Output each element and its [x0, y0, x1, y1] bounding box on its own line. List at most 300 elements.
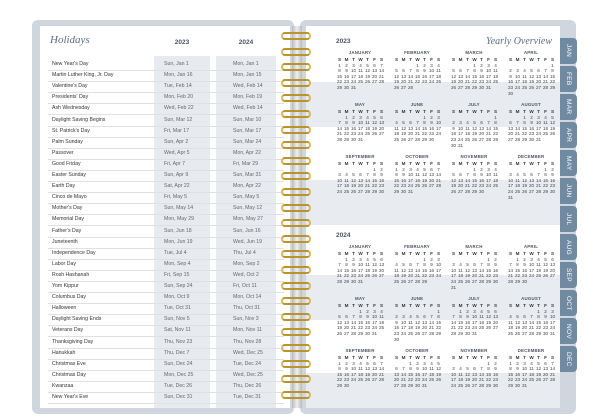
day-cell[interactable]: 23 [428, 131, 435, 137]
day-cell[interactable]: 4 [509, 314, 512, 320]
day-cell[interactable]: 8 [423, 262, 426, 268]
day-cell[interactable]: 27 [407, 278, 414, 284]
day-cell[interactable]: 2 [423, 62, 426, 68]
day-cell[interactable]: 25 [343, 188, 350, 194]
day-cell[interactable]: 26 [450, 84, 457, 90]
day-cell[interactable]: 17 [535, 125, 542, 131]
day-cell[interactable]: 21 [414, 273, 421, 279]
day-cell[interactable]: 25 [528, 377, 535, 383]
day-cell[interactable]: 15 [535, 319, 542, 325]
day-cell[interactable]: 20 [471, 273, 478, 279]
day-cell[interactable]: 6 [473, 262, 476, 268]
day-cell[interactable]: 14 [364, 177, 371, 183]
day-cell[interactable]: 23 [507, 84, 514, 90]
day-cell[interactable]: 6 [380, 256, 383, 262]
day-cell[interactable]: 15 [471, 73, 478, 79]
day-cell[interactable]: 6 [373, 62, 376, 68]
day-cell[interactable]: 26 [364, 79, 371, 85]
day-cell[interactable]: 27 [371, 79, 378, 85]
day-cell[interactable]: 21 [528, 325, 535, 331]
day-cell[interactable]: 1 [345, 114, 348, 120]
day-cell[interactable]: 3 [402, 314, 405, 320]
day-cell[interactable]: 18 [464, 131, 471, 137]
day-cell[interactable]: 3 [338, 172, 341, 178]
day-cell[interactable]: 24 [350, 79, 357, 85]
day-cell[interactable]: 3 [452, 366, 455, 372]
day-cell[interactable]: 6 [544, 360, 547, 366]
day-cell[interactable]: 15 [336, 371, 343, 377]
day-cell[interactable]: 19 [521, 183, 528, 189]
day-cell[interactable]: 16 [428, 267, 435, 273]
day-cell[interactable]: 10 [350, 68, 357, 74]
day-cell[interactable]: 15 [507, 371, 514, 377]
day-cell[interactable]: 26 [450, 188, 457, 194]
day-cell[interactable]: 31 [371, 330, 378, 336]
day-cell[interactable]: 4 [366, 256, 369, 262]
day-cell[interactable]: 25 [492, 183, 499, 189]
day-cell[interactable]: 14 [350, 319, 357, 325]
day-cell[interactable]: 23 [400, 183, 407, 189]
day-cell[interactable]: 22 [471, 183, 478, 189]
month-tab[interactable] [560, 290, 577, 316]
day-cell[interactable]: 16 [350, 267, 357, 273]
day-cell[interactable]: 11 [344, 177, 349, 183]
day-cell[interactable]: 10 [450, 267, 457, 273]
day-cell[interactable]: 7 [452, 314, 455, 320]
day-cell[interactable]: 14 [450, 319, 457, 325]
day-cell[interactable]: 11 [479, 314, 484, 320]
day-cell[interactable]: 10 [549, 314, 556, 320]
day-cell[interactable]: 30 [507, 90, 514, 96]
day-cell[interactable]: 15 [521, 125, 528, 131]
day-cell[interactable]: 5 [416, 314, 419, 320]
day-cell[interactable]: 29 [371, 188, 378, 194]
day-cell[interactable]: 19 [535, 371, 542, 377]
day-cell[interactable]: 11 [394, 267, 399, 273]
day-cell[interactable]: 8 [509, 366, 512, 372]
day-cell[interactable]: 20 [407, 273, 414, 279]
day-cell[interactable]: 16 [464, 319, 471, 325]
day-cell[interactable]: 25 [514, 188, 521, 194]
day-cell[interactable]: 8 [395, 172, 398, 178]
day-cell[interactable]: 30 [450, 142, 457, 148]
month-tab[interactable] [560, 66, 577, 92]
day-cell[interactable]: 18 [478, 319, 485, 325]
day-cell[interactable]: 14 [378, 366, 385, 372]
day-cell[interactable]: 6 [373, 360, 376, 366]
day-cell[interactable]: 11 [493, 172, 498, 178]
day-cell[interactable]: 14 [400, 371, 407, 377]
day-cell[interactable]: 9 [423, 68, 426, 74]
day-cell[interactable]: 10 [485, 68, 492, 74]
day-cell[interactable]: 28 [549, 377, 556, 383]
day-cell[interactable]: 20 [357, 183, 364, 189]
day-cell[interactable]: 12 [464, 267, 471, 273]
day-cell[interactable]: 11 [493, 68, 498, 74]
day-cell[interactable]: 31 [535, 136, 542, 142]
day-cell[interactable]: 4 [494, 62, 497, 68]
day-cell[interactable]: 28 [478, 278, 485, 284]
day-cell[interactable]: 21 [400, 377, 407, 383]
day-cell[interactable]: 13 [507, 125, 514, 131]
day-cell[interactable]: 17 [407, 177, 414, 183]
day-cell[interactable]: 20 [343, 325, 350, 331]
day-cell[interactable]: 10 [521, 366, 528, 372]
day-cell[interactable]: 18 [514, 183, 521, 189]
day-cell[interactable]: 6 [459, 68, 462, 74]
day-cell[interactable]: 5 [437, 360, 440, 366]
day-cell[interactable]: 28 [414, 136, 421, 142]
day-cell[interactable]: 22 [371, 183, 378, 189]
day-cell[interactable]: 2 [345, 62, 348, 68]
day-cell[interactable]: 10 [350, 366, 357, 372]
day-cell[interactable]: 14 [528, 319, 535, 325]
day-cell[interactable]: 12 [549, 120, 556, 126]
day-cell[interactable]: 24 [400, 330, 407, 336]
day-cell[interactable]: 12 [421, 172, 428, 178]
day-cell[interactable]: 3 [437, 256, 440, 262]
day-cell[interactable]: 22 [393, 183, 400, 189]
day-cell[interactable]: 31 [485, 84, 492, 90]
day-cell[interactable]: 15 [343, 267, 350, 273]
day-cell[interactable]: 22 [485, 377, 492, 383]
day-cell[interactable]: 10 [535, 120, 542, 126]
day-cell[interactable]: 11 [458, 371, 463, 377]
day-cell[interactable]: 8 [487, 366, 490, 372]
day-cell[interactable]: 3 [352, 360, 355, 366]
day-cell[interactable]: 11 [394, 125, 399, 131]
day-cell[interactable]: 19 [414, 325, 421, 331]
day-cell[interactable]: 3 [423, 360, 426, 366]
day-cell[interactable]: 22 [549, 79, 556, 85]
day-cell[interactable]: 26 [528, 84, 535, 90]
day-cell[interactable]: 5 [466, 262, 469, 268]
day-cell[interactable]: 1 [487, 360, 490, 366]
day-cell[interactable]: 22 [471, 79, 478, 85]
day-cell[interactable]: 7 [402, 366, 405, 372]
day-cell[interactable]: 29 [336, 382, 343, 388]
day-cell[interactable]: 31 [407, 188, 414, 194]
day-cell[interactable]: 21 [350, 325, 357, 331]
day-cell[interactable]: 1 [416, 62, 419, 68]
day-cell[interactable]: 4 [530, 360, 533, 366]
day-cell[interactable]: 29 [343, 136, 350, 142]
day-cell[interactable]: 27 [428, 183, 435, 189]
day-cell[interactable]: 11 [379, 314, 384, 320]
day-cell[interactable]: 12 [528, 73, 535, 79]
day-cell[interactable]: 25 [492, 79, 499, 85]
day-cell[interactable]: 28 [464, 84, 471, 90]
day-cell[interactable]: 28 [464, 188, 471, 194]
day-cell[interactable]: 13 [471, 371, 478, 377]
day-cell[interactable]: 22 [407, 377, 414, 383]
day-cell[interactable]: 3 [473, 308, 476, 314]
day-cell[interactable]: 25 [542, 131, 549, 137]
day-cell[interactable]: 22 [336, 377, 343, 383]
day-cell[interactable]: 27 [542, 377, 549, 383]
day-cell[interactable]: 21 [435, 177, 442, 183]
day-cell[interactable]: 5 [544, 256, 547, 262]
day-cell[interactable]: 23 [378, 183, 385, 189]
day-cell[interactable]: 24 [336, 188, 343, 194]
day-cell[interactable]: 9 [509, 73, 512, 79]
day-cell[interactable]: 5 [466, 366, 469, 372]
day-cell[interactable]: 11 [358, 68, 363, 74]
day-cell[interactable]: 29 [357, 330, 364, 336]
day-cell[interactable]: 30 [528, 136, 535, 142]
day-cell[interactable]: 17 [371, 319, 378, 325]
day-cell[interactable]: 23 [528, 131, 535, 137]
day-cell[interactable]: 25 [464, 136, 471, 142]
day-cell[interactable]: 20 [393, 377, 400, 383]
day-cell[interactable]: 4 [366, 114, 369, 120]
day-cell[interactable]: 28 [378, 377, 385, 383]
day-cell[interactable]: 2 [551, 166, 554, 172]
day-cell[interactable]: 7 [437, 166, 440, 172]
day-cell[interactable]: 19 [364, 73, 371, 79]
month-tab[interactable] [560, 94, 577, 120]
day-cell[interactable]: 26 [393, 84, 400, 90]
day-cell[interactable]: 27 [471, 278, 478, 284]
day-cell[interactable]: 7 [466, 172, 469, 178]
day-cell[interactable]: 24 [521, 377, 528, 383]
day-cell[interactable]: 30 [350, 278, 357, 284]
day-cell[interactable]: 1 [459, 308, 462, 314]
day-cell[interactable]: 25 [364, 131, 371, 137]
day-cell[interactable]: 19 [400, 131, 407, 137]
day-cell[interactable]: 27 [357, 188, 364, 194]
day-cell[interactable]: 27 [343, 330, 350, 336]
day-cell[interactable]: 6 [551, 256, 554, 262]
day-cell[interactable]: 18 [414, 177, 421, 183]
day-cell[interactable]: 18 [393, 273, 400, 279]
day-cell[interactable]: 6 [409, 262, 412, 268]
day-cell[interactable]: 17 [357, 125, 364, 131]
day-cell[interactable]: 8 [487, 262, 490, 268]
day-cell[interactable]: 19 [393, 79, 400, 85]
day-cell[interactable]: 8 [473, 172, 476, 178]
day-cell[interactable]: 17 [357, 267, 364, 273]
day-cell[interactable]: 13 [457, 177, 464, 183]
day-cell[interactable]: 4 [359, 62, 362, 68]
day-cell[interactable]: 7 [430, 314, 433, 320]
day-cell[interactable]: 27 [421, 330, 428, 336]
day-cell[interactable]: 29 [549, 84, 556, 90]
day-cell[interactable]: 28 [514, 136, 521, 142]
day-cell[interactable]: 22 [421, 273, 428, 279]
day-cell[interactable]: 5 [352, 172, 355, 178]
day-cell[interactable]: 4 [345, 172, 348, 178]
day-cell[interactable]: 18 [428, 371, 435, 377]
day-cell[interactable]: 26 [514, 330, 521, 336]
day-cell[interactable]: 2 [544, 308, 547, 314]
day-cell[interactable]: 23 [414, 377, 421, 383]
day-cell[interactable]: 1 [509, 360, 512, 366]
day-cell[interactable]: 4 [480, 308, 483, 314]
day-cell[interactable]: 19 [421, 177, 428, 183]
day-cell[interactable]: 14 [414, 125, 421, 131]
day-cell[interactable]: 7 [551, 360, 554, 366]
day-cell[interactable]: 10 [485, 172, 492, 178]
day-cell[interactable]: 18 [364, 125, 371, 131]
day-cell[interactable]: 7 [338, 262, 341, 268]
day-cell[interactable]: 30 [400, 188, 407, 194]
day-cell[interactable]: 12 [364, 366, 371, 372]
day-cell[interactable]: 5 [452, 172, 455, 178]
day-cell[interactable]: 15 [549, 73, 556, 79]
day-cell[interactable]: 12 [400, 125, 407, 131]
month-tab[interactable] [560, 262, 577, 288]
day-cell[interactable]: 19 [464, 377, 471, 383]
day-cell[interactable]: 6 [409, 120, 412, 126]
day-cell[interactable]: 25 [393, 136, 400, 142]
day-cell[interactable]: 26 [364, 377, 371, 383]
day-cell[interactable]: 17 [457, 131, 464, 137]
day-cell[interactable]: 29 [535, 330, 542, 336]
day-cell[interactable]: 10 [336, 177, 343, 183]
month-tab[interactable] [560, 234, 577, 260]
day-cell[interactable]: 14 [336, 125, 343, 131]
day-cell[interactable]: 14 [549, 366, 556, 372]
day-cell[interactable]: 3 [523, 360, 526, 366]
day-cell[interactable]: 7 [480, 262, 483, 268]
day-cell[interactable]: 5 [537, 360, 540, 366]
day-cell[interactable]: 11 [365, 120, 370, 126]
day-cell[interactable]: 30 [478, 188, 485, 194]
day-cell[interactable]: 16 [343, 371, 350, 377]
day-cell[interactable]: 16 [478, 73, 485, 79]
day-cell[interactable]: 2 [352, 256, 355, 262]
day-cell[interactable]: 14 [378, 68, 385, 74]
day-cell[interactable]: 21 [336, 273, 343, 279]
day-cell[interactable]: 13 [407, 267, 414, 273]
day-cell[interactable]: 20 [421, 325, 428, 331]
day-cell[interactable]: 5 [373, 256, 376, 262]
day-cell[interactable]: 12 [435, 366, 442, 372]
day-cell[interactable]: 24 [485, 79, 492, 85]
day-cell[interactable]: 30 [549, 188, 556, 194]
day-cell[interactable]: 10 [407, 172, 414, 178]
day-cell[interactable]: 22 [457, 325, 464, 331]
day-cell[interactable]: 8 [523, 120, 526, 126]
day-cell[interactable]: 8 [437, 314, 440, 320]
day-cell[interactable]: 15 [357, 319, 364, 325]
day-cell[interactable]: 27 [549, 273, 556, 279]
day-cell[interactable]: 19 [336, 325, 343, 331]
day-cell[interactable]: 4 [523, 68, 526, 74]
month-tab[interactable] [560, 346, 577, 372]
day-cell[interactable]: 23 [478, 183, 485, 189]
day-cell[interactable]: 26 [521, 188, 528, 194]
day-cell[interactable]: 3 [537, 114, 540, 120]
month-tab[interactable] [560, 318, 577, 344]
day-cell[interactable]: 24 [421, 377, 428, 383]
day-cell[interactable]: 23 [492, 273, 499, 279]
day-cell[interactable]: 20 [371, 371, 378, 377]
day-cell[interactable]: 12 [350, 177, 357, 183]
day-cell[interactable]: 24 [428, 79, 435, 85]
day-cell[interactable]: 30 [378, 188, 385, 194]
day-cell[interactable]: 16 [507, 79, 514, 85]
day-cell[interactable]: 31 [350, 84, 357, 90]
day-cell[interactable]: 15 [421, 125, 428, 131]
day-cell[interactable]: 10 [450, 371, 457, 377]
day-cell[interactable]: 21 [478, 377, 485, 383]
day-cell[interactable]: 4 [430, 360, 433, 366]
day-cell[interactable]: 7 [544, 68, 547, 74]
day-cell[interactable]: 25 [407, 330, 414, 336]
day-cell[interactable]: 26 [549, 131, 556, 137]
day-cell[interactable]: 13 [400, 73, 407, 79]
day-cell[interactable]: 30 [343, 382, 350, 388]
day-cell[interactable]: 2 [416, 360, 419, 366]
day-cell[interactable]: 9 [544, 314, 547, 320]
day-cell[interactable]: 28 [507, 278, 514, 284]
day-cell[interactable]: 4 [494, 166, 497, 172]
day-cell[interactable]: 23 [343, 377, 350, 383]
day-cell[interactable]: 14 [428, 319, 435, 325]
day-cell[interactable]: 21 [450, 325, 457, 331]
day-cell[interactable]: 8 [416, 68, 419, 74]
day-cell[interactable]: 5 [373, 114, 376, 120]
day-cell[interactable]: 20 [478, 131, 485, 137]
day-cell[interactable]: 27 [400, 84, 407, 90]
day-cell[interactable]: 23 [350, 273, 357, 279]
day-cell[interactable]: 18 [457, 273, 464, 279]
day-cell[interactable]: 28 [350, 330, 357, 336]
day-cell[interactable]: 10 [421, 366, 428, 372]
day-cell[interactable]: 11 [408, 319, 413, 325]
day-cell[interactable]: 23 [364, 325, 371, 331]
day-cell[interactable]: 7 [352, 314, 355, 320]
day-cell[interactable]: 8 [544, 172, 547, 178]
day-cell[interactable]: 24 [535, 131, 542, 137]
day-cell[interactable]: 10 [357, 120, 364, 126]
day-cell[interactable]: 27 [492, 325, 499, 331]
day-cell[interactable]: 16 [514, 371, 521, 377]
day-cell[interactable]: 25 [507, 330, 514, 336]
day-cell[interactable]: 25 [521, 84, 528, 90]
day-cell[interactable]: 25 [457, 382, 464, 388]
day-cell[interactable]: 30 [393, 336, 400, 342]
day-cell[interactable]: 12 [535, 366, 542, 372]
day-cell[interactable]: 13 [357, 177, 364, 183]
day-cell[interactable]: 7 [416, 262, 419, 268]
day-cell[interactable]: 21 [336, 131, 343, 137]
day-cell[interactable]: 19 [400, 273, 407, 279]
day-cell[interactable]: 17 [450, 377, 457, 383]
day-cell[interactable]: 17 [521, 371, 528, 377]
day-cell[interactable]: 15 [514, 267, 521, 273]
day-cell[interactable]: 7 [366, 172, 369, 178]
day-cell[interactable]: 21 [378, 73, 385, 79]
day-cell[interactable]: 14 [464, 73, 471, 79]
day-cell[interactable]: 14 [407, 73, 414, 79]
day-cell[interactable]: 24 [507, 188, 514, 194]
day-cell[interactable]: 9 [480, 68, 483, 74]
day-cell[interactable]: 11 [508, 319, 513, 325]
day-cell[interactable]: 27 [407, 136, 414, 142]
day-cell[interactable]: 24 [485, 183, 492, 189]
day-cell[interactable]: 7 [380, 62, 383, 68]
day-cell[interactable]: 3 [452, 262, 455, 268]
day-cell[interactable]: 28 [528, 330, 535, 336]
day-cell[interactable]: 22 [521, 131, 528, 137]
day-cell[interactable]: 12 [364, 68, 371, 74]
day-cell[interactable]: 21 [464, 79, 471, 85]
day-cell[interactable]: 12 [400, 267, 407, 273]
day-cell[interactable]: 16 [378, 177, 385, 183]
